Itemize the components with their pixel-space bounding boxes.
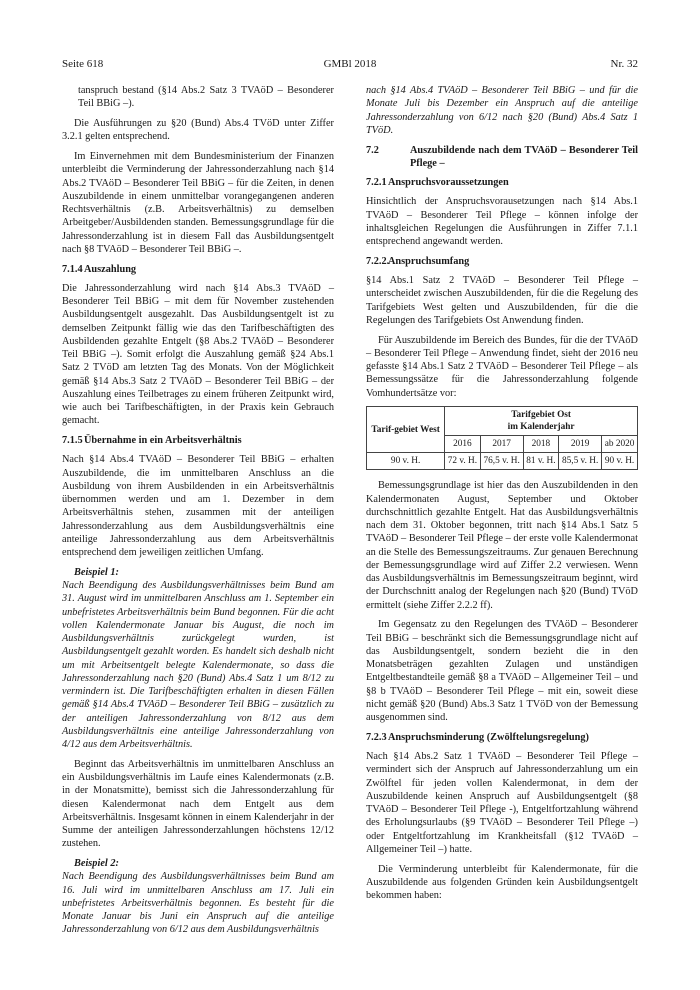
example-text-continuation: nach §14 Abs.4 TVAöD – Besonderer Teil BBiG – und für die Monate Juli bis Dezember ein Anspruch auf die anteilige Jahressonderzahlung von 6/12 nach §20 (Bund) Abs.4 Satz 1 TVöD. [366,85,638,136]
paragraph: Die Jahressonderzahlung wird nach §14 Abs.3 TVAöD – Besonderer Teil BBiG – mit dem für November zustehenden Ausbildungsentgelt ausgezahlt. Das Ausbildungsentgelt ist zu demselben Zeitpunkt fällig wie das den Tarifbeschäftigten des Ausbildenden gezahlte Entgelt (§8 Abs.2 TVAöD – Besonderer Teil BBiG –). Somit erfolgt die Auszahlung gemäß §24 Abs.1 Satz 2 TVöD am letzten Tag des Monats. Von der Möglichkeit gemäß §14 Abs.3 Satz 2 TVAöD – Besonderer Teil BBiG – der Auszahlung eines Teilbetrages zu einem früheren Zeitpunkt wird, wie auch bei Tarifbeschäftigten, in der Praxis kein Gebrauch gemacht. [62,282,334,427]
section-heading-7-1-5 [62,434,334,447]
table-year: 2018 [523,436,558,453]
table-cell: 90 v. H. [602,453,638,470]
paragraph: Im Einvernehmen mit dem Bundesministerium der Finanzen unterbleibt die Verminderung der Jahressonderzahlung nach §14 Abs.2 TVAöD – Besonderer Teil BBiG – für die Zeiten, in denen Auszubildende in einem unmittelbar vorangegangenen anderen Rechtsverhältnis (z.B. Arbeitsverhältnis) zu demselben Arbeitgeber/Ausbildenden standen. Bemessungsgrundlage für die Jahressonderzahlung ist in diesem Fall das Ausbildungsentgelt nach §8 TVAöD – Besonderer Teil BBiG –. [62,151,334,255]
section-heading-7-2-3 [366,731,638,744]
paragraph: Die Ausführungen zu §20 (Bund) Abs.4 TVöD unter Ziffer 3.2.1 gelten entsprechend. [62,118,334,143]
paragraph: Nach §14 Abs.4 TVAöD – Besonderer Teil BBiG – erhalten Auszubildende, die im unmittelbaren Anschluss an die Ausbildung von ihrem Ausbildenden in ein Arbeitsverhältnis übernommen werden und am 1. Dezember in dem Arbeitsverhältnis stehen, zusammen mit der anteiligen Jahressonderzahlung aus dem Ausbildungsverhältnis eine anteilige Jahressonderzahlung aus dem Arbeitsverhältnis entsprechend dem jeweiligen zeitlichen Umfang. [62,454,334,558]
left-column [62,84,334,943]
table-year: 2017 [480,436,523,453]
example-title: Beispiel 2: [74,858,119,869]
table-header-ost [445,407,638,436]
section-number: 7.2.3 [366,731,387,743]
table-cell-west: 90 v. H. [367,453,445,470]
paragraph: Die Verminderung unterbleibt für Kalendermonate, für die Auszubildende aus folgenden Gründen kein Ausbildungsentgelt bekommen haben: [366,863,638,901]
section-number: 7.2.1 [366,177,387,188]
paragraph: Bemessungsgrundlage ist hier das den Auszubildenden in den Kalendermonaten August, September und Oktober durchschnittlich gezahlte Entgelt. Hat das Ausbildungsverhältnis nach dem 31. Oktober begonnen, tritt nach §14 Abs.1 Satz 5 TVAöD – Besonderer Teil Pflege – der erste volle Kalendermonat an die Stelle des Bemessungszeitraums. Zur genauen Berechnung der Bemessungsgrundlage wird auf Ziffer 2.2 verwiesen. Wenn das Ausbildungsverhältnis im Bemessungszeitraum beginnt, wird der Durchschnitt analog der Regelungen nach §20 (Bund) TVöD ermittelt (siehe Ziffer 2.2.2 ff). [366,480,638,611]
paragraph: Nach §14 Abs.2 Satz 1 TVAöD – Besonderer Teil Pflege – vermindert sich der Anspruch auf Jahressonderzahlung um ein Zwölftel für jeden vollen Kalendermonat, in dem der Auszubildende keinen Anspruch auf Ausbildungsentgelt (§8 TVAöD – Besonderer Teil Pflege -), Entgeltfortzahlung während des Erholungsurlaubs (§9 TVAöD – Besonderer Teil Pflege –) oder Entgeltfortzahlung im Krankheitsfall (§12 TVAöD – Allgemeiner Teil –) hatte. [366,751,638,855]
table-header-ost-title: Tarifgebiet Ost [511,410,572,421]
paragraph: Im Gegensatz zu den Regelungen des TVAöD – Besonderer Teil BBiG – beschränkt sich die Bemessungsgrundlage nicht auf das Ausbildungsentgelt, sondern bezieht die in den Monatsbeträgen gezahlten Zulagen und unständigen Entgeltbestandteile gemäß §8 a TVAöD – Allgemeiner Teil – und §8 b TVAöD – Besonderer Teil Pflege – mit ein, soweit diese nicht gemäß §20 (Bund) Abs.3 Satz 1 TVöD von der Bemessung ausgenommen sind. [366,619,638,723]
table-year: 2019 [559,436,602,453]
section-number: 7.1.5 [62,435,83,446]
section-heading-7-2-1 [366,176,638,189]
section-title: Anspruchsminderung (Zwölftelungsregelung) [388,731,589,743]
section-number: 7.2.2. [366,255,390,267]
rates-table [366,406,638,470]
table-cell: 76,5 v. H. [480,453,523,470]
table-cell: 85,5 v. H. [559,453,602,470]
journal-title: GMBl 2018 [323,58,377,70]
page-header [62,58,638,74]
section-heading-7-2-2 [366,255,638,268]
section-title: Anspruchsvoraussetzungen [388,177,509,188]
paragraph: Hinsichtlich der Anspruchsvorausetzungen nach §14 Abs.1 TVAöD – Besonderer Teil Pflege – können infolge der inhaltsgleichen Regelungen die Ausführungen in Ziffer 7.1.1 entsprechend angewandt werden. [366,196,638,247]
table-year: 2016 [445,436,480,453]
example-text: Nach Beendigung des Ausbildungsverhältnisses beim Bund am 16. Juli wird im unmittelbaren Anschluss am 17. Juli ein unbefristetes Arbeitsverhältnis begonnen. Es besteht für die Monate Januar bis Juni ein Anspruch auf die anteilige Jahressonderzahlung von 6/12 aus dem Ausbildungsverhältnis [62,871,334,936]
section-heading-7-2 [366,144,638,171]
example-title: Beispiel 1: [74,566,119,578]
section-number: 7.2 [366,144,379,156]
paragraph: Für Auszubildende im Bereich des Bundes, für die der TVAöD – Besonderer Teil Pflege – Anwendung findet, sieht der 2016 neu gefasste §14 Abs.1 Satz 2 TVAöD – Besonderer Teil Pflege – als Bemessungssätze für die Jahressonderzahlung folgende Vomhundertsätze vor: [366,334,638,399]
section-number: 7.1.4 [62,263,83,275]
section-heading-7-1-4 [62,263,334,276]
table-year: ab 2020 [602,436,638,453]
paragraph: §14 Abs.1 Satz 2 TVAöD – Besonderer Teil Pflege – unterscheidet zwischen Auszubildenden, für die die Regelung des Tarifgebiets West gelten und Auszubildenden, für die die Regelungen des Tarifgebiets Ost Anwendung finden. [366,275,638,326]
section-title: Übernahme in ein Arbeitsverhältnis [84,435,242,446]
table-header-ost-sub: im Kalenderjahr [507,422,575,433]
table-cell: 81 v. H. [523,453,558,470]
section-title: Auszahlung [84,263,137,275]
issue-number: Nr. 32 [610,58,638,70]
table-cell: 72 v. H. [445,453,480,470]
section-title: Auszubildende nach dem TVAöD – Besonderer Teil Pflege – [410,144,638,169]
section-title: Anspruchsumfang [388,255,470,267]
paragraph-continuation: tanspruch bestand (§14 Abs.2 Satz 3 TVAöD – Besonderer Teil BBiG –). [78,85,334,110]
right-column [366,84,638,909]
page-number: Seite 618 [62,58,104,70]
table-header-west: Tarif-gebiet West [367,407,445,453]
paragraph: Beginnt das Arbeitsverhältnis im unmittelbaren Anschluss an ein Ausbildungsverhältnis im Laufe eines Kalendermonats (z.B. in der Monatsmitte), bemisst sich die Jahressonderzahlung für diesen Kalendermonat nach dem Entgelt aus dem Arbeitsverhältnis. Insgesamt können in einem Kalenderjahr in der Summe der anteiligen Jahressonderzahlungen höchstens 12/12 zustehen. [62,758,334,850]
example-text: Nach Beendigung des Ausbildungsverhältnisses beim Bund am 31. August wird im unmittelbaren Anschluss am 1. September ein unbefristetes Arbeitsverhältnis beim Bund begonnen. Für die acht vollen Kalendermonate Januar bis August, die noch im Ausbildungsverhältnis zurückgelegt wurden, ist Ausbildungsentgelt gezahlt worden. Es handelt sich deshalb nicht um mit Arbeitsentgelt belegte Kalendermonate, so dass die Jahressonderzahlung nach §20 (Bund) Abs.4 Satz 1 um 8/12 zu vermindern ist. Die Tarifbeschäftigten erhalten in diesen Fällen gemäß §14 Abs.4 TVAöD – Besonderer Teil BBiG – zusätzlich zu der anteiligen Jahressonderzahlung von 8/12 aus dem Ausbildungsverhältnis eine anteilige Jahressonderzahlung von 4/12 aus dem Arbeitsverhältnis. [62,580,334,750]
